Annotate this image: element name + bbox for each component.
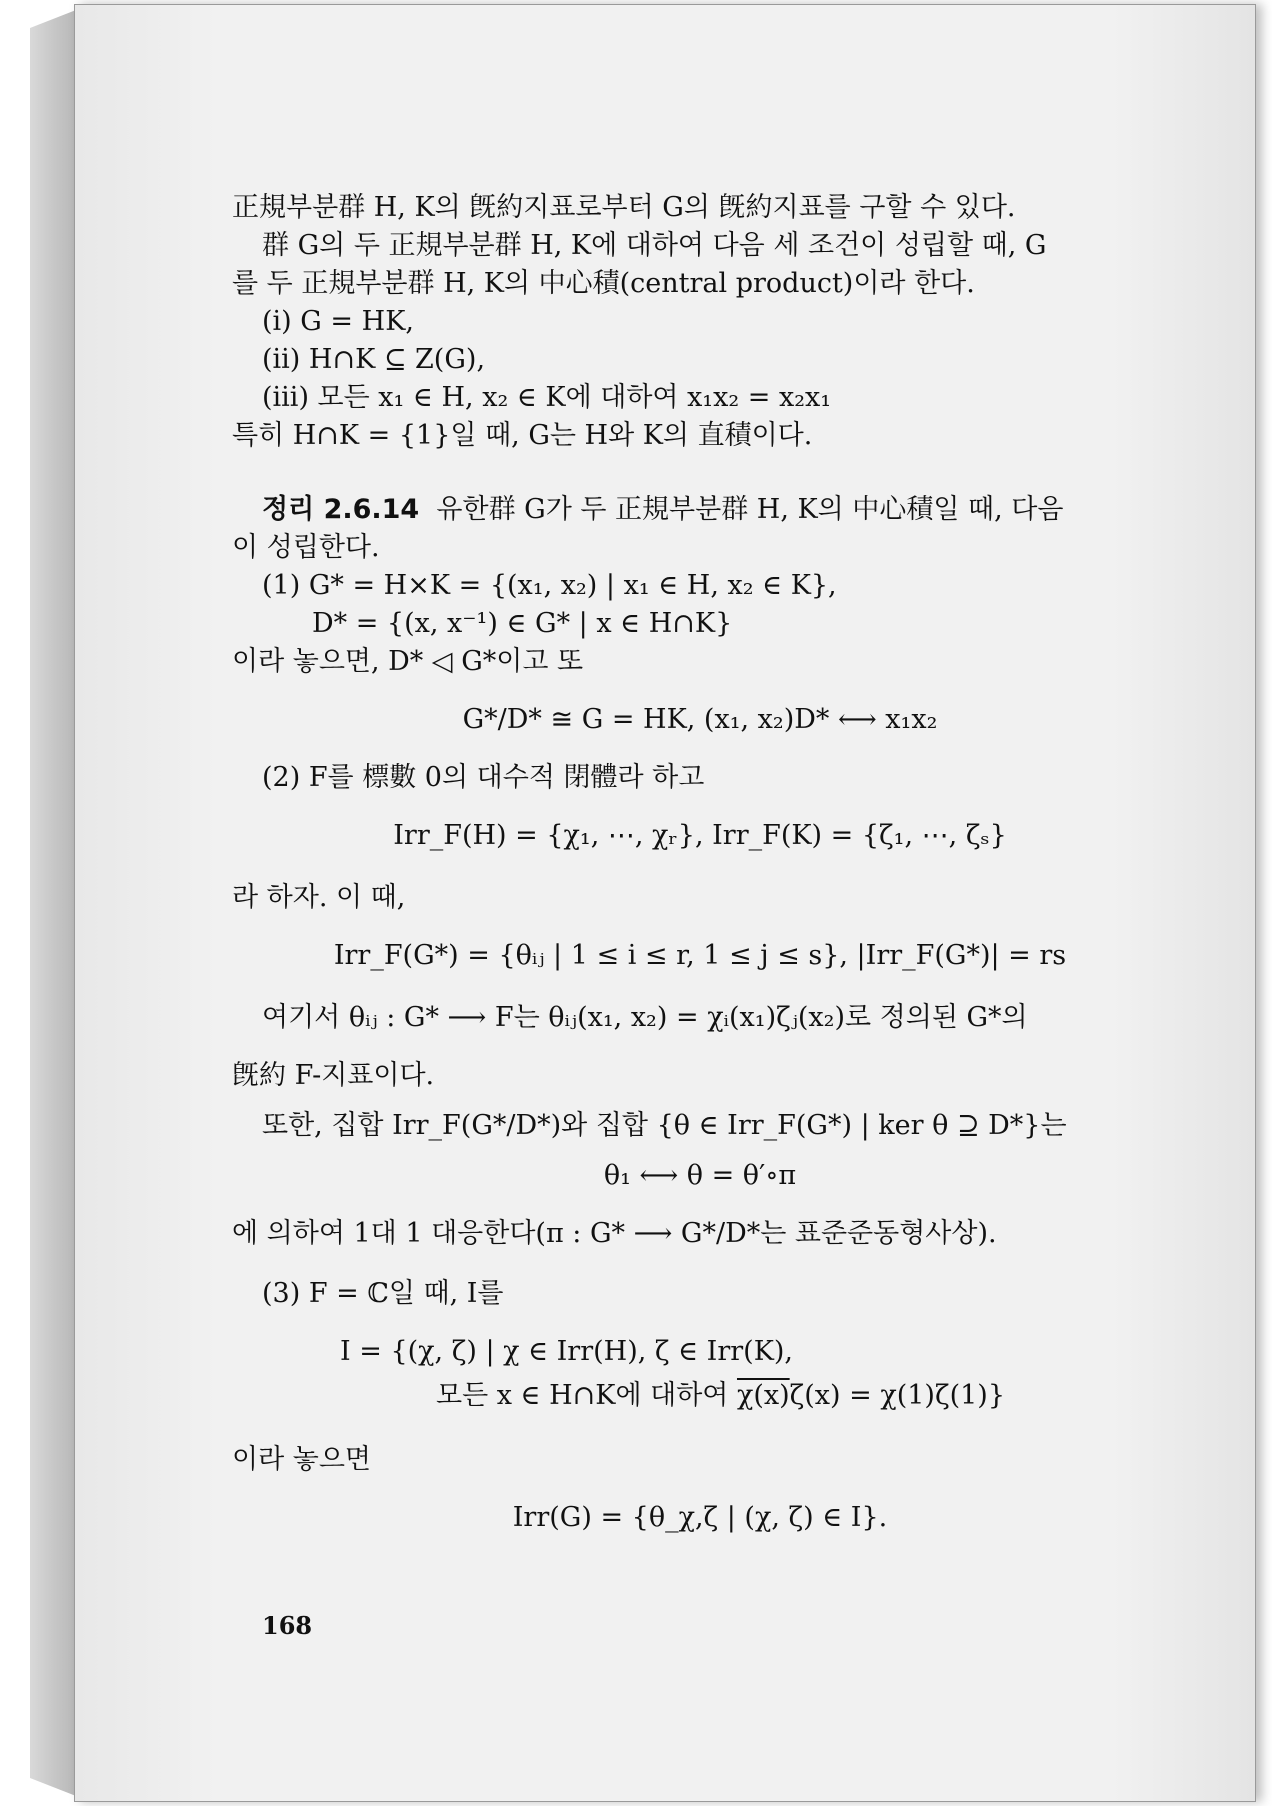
book-spine xyxy=(30,10,76,1796)
theorem-label: 정리 2.6.14 xyxy=(262,494,420,525)
theorem-heading xyxy=(262,492,1168,528)
item-2-line-3: 여기서 θᵢⱼ : G* ⟶ F는 θᵢⱼ(x₁, x₂) = χᵢ(x₁)ζⱼ(x₂)로 정의된 G*의 xyxy=(262,1002,1028,1033)
display-eq-irr-gstar: Irr_F(G*) = {θᵢⱼ | 1 ≤ i ≤ r, 1 ≤ j ≤ s}, |Irr_F(G*)| = rs xyxy=(333,940,1067,971)
condition-iii: (iii) 모든 x₁ ∈ H, x₂ ∈ K에 대하여 x₁x₂ = x₂x₁ xyxy=(262,382,832,413)
item-3-line-2: 이라 놓으면 xyxy=(232,1444,371,1475)
display-eq-set-i-1: I = {(χ, ζ) | χ ∈ Irr(H), ζ ∈ Irr(K), xyxy=(340,1336,793,1367)
text-line-3: 를 두 正規부분群 H, K의 中心積(central product)이라 한다. xyxy=(232,268,975,299)
item-1-line-2: D* = {(x, x⁻¹) ∈ G* | x ∈ H∩K} xyxy=(312,608,733,639)
display-eq-irr: Irr_F(H) = {χ₁, ⋯, χᵣ}, Irr_F(K) = {ζ₁, ⋯, ζₛ} xyxy=(393,820,1007,851)
condition-i: (i) G = HK, xyxy=(262,306,414,337)
theorem-statement-cont: 이 성립한다. xyxy=(232,532,380,563)
item-3-line-1: (3) F = ℂ일 때, I를 xyxy=(262,1278,504,1309)
text-line-2: 群 G의 두 正規부분群 H, K에 대하여 다음 세 조건이 성립할 때, G xyxy=(262,230,1047,261)
display-eq-set-i-2 xyxy=(436,1378,1168,1414)
theorem-statement: 유한群 G가 두 正規부분群 H, K의 中心積일 때, 다음 xyxy=(436,494,1064,525)
item-2-line-1: (2) F를 標數 0의 대수적 閉體라 하고 xyxy=(262,762,705,793)
item-1-line-1: (1) G* = H×K = {(x₁, x₂) | x₁ ∈ H, x₂ ∈ K}, xyxy=(262,570,837,601)
condition-ii: (ii) H∩K ⊆ Z(G), xyxy=(262,344,486,375)
item-2-line-2: 라 하자. 이 때, xyxy=(232,882,406,913)
display-eq-irr-g: Irr(G) = {θ_χ,ζ | (χ, ζ) ∈ I}. xyxy=(512,1502,888,1533)
item-2-line-5: 또한, 집합 Irr_F(G*/D*)와 집합 {θ ∈ Irr_F(G*) | ker θ ⊇ D*}는 xyxy=(262,1110,1067,1141)
item-2-line-6: 에 의하여 1대 1 대응한다(π : G* ⟶ G*/D*는 표준준동형사상). xyxy=(232,1218,997,1249)
conjugate-chi: χ(x) xyxy=(736,1380,790,1411)
set-i-condition-text: 모든 x ∈ H∩K에 대하여 xyxy=(436,1380,729,1411)
set-i-equation-rest: ζ(x) = χ(1)ζ(1)} xyxy=(789,1380,1006,1411)
item-2-line-4: 旣約 F-지표이다. xyxy=(232,1060,435,1091)
item-1-line-3: 이라 놓으면, D* ◁ G*이고 또 xyxy=(232,646,584,677)
text-line-1: 正規부분群 H, K의 旣約지표로부터 G의 旣約지표를 구할 수 있다. xyxy=(232,192,1016,223)
display-eq-correspondence: θ₁ ⟷ θ = θ′∘π xyxy=(603,1160,797,1191)
page-number: 168 xyxy=(262,1611,313,1640)
text-line-direct-product: 특히 H∩K = {1}일 때, G는 H와 K의 直積이다. xyxy=(232,420,813,451)
display-eq-quotient: G*/D* ≅ G = HK, (x₁, x₂)D* ⟷ x₁x₂ xyxy=(462,704,938,735)
